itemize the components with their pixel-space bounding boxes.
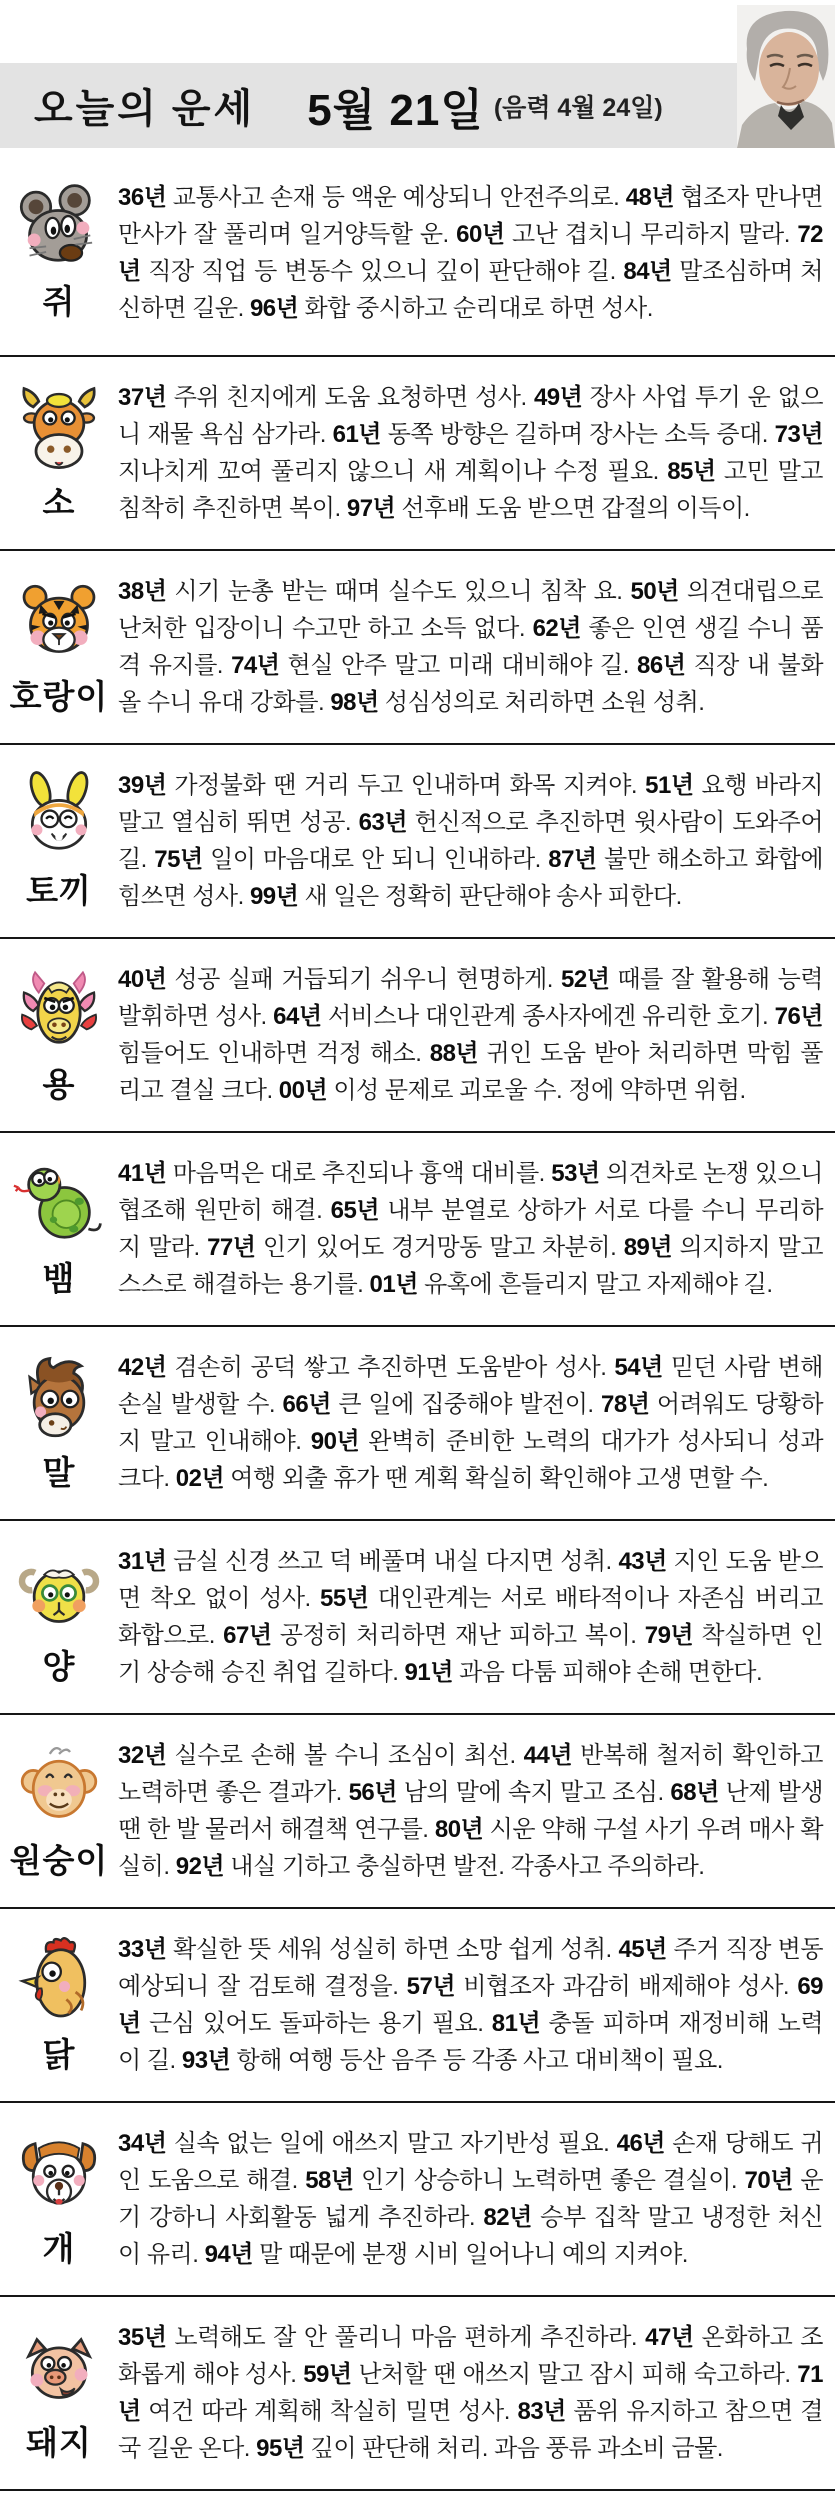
page-title: 오늘의 운세 (34, 86, 256, 131)
animal-label: 돼지 (26, 2423, 92, 2461)
fortune-text: 36년 교통사고 손재 등 액운 예상되니 안전주의로. 48년 협조자 만나면 만사가 잘 풀리며 일거양득할 운. 60년 고난 겹치니 무리하지 말라. 72년 직장 직업 등 변동수 있으니 깊이 판단해야 길. 84년 말조심하며 처신하면 길운. 96년 화합 중시하고 순리대로 하면 성사. (118, 183, 824, 322)
zodiac-section (0, 745, 835, 939)
animal-label: 양 (42, 1647, 76, 1685)
animal-label: 닭 (42, 2035, 76, 2073)
zodiac-section (0, 150, 835, 357)
animal-column (0, 182, 118, 323)
zodiac-section (0, 1909, 835, 2103)
zodiac-section (0, 2297, 835, 2491)
rat-icon (13, 182, 105, 274)
animal-label: 개 (42, 2229, 76, 2267)
fortune-text: 41년 마음먹은 대로 추진되나 흉액 대비를. 53년 의견차로 논쟁 있으니 협조해 원만히 해결. 65년 내부 분열로 상하가 서로 다를 수니 무리하지 말라. 77년 인기 있어도 경거망동 말고 차분히. 89년 의지하지 말고 스스로 해결하는 용기를. 01년 유혹에 흔들리지 말고 자제해야 길. (118, 1160, 824, 1298)
animal-column (0, 2323, 118, 2464)
animal-label: 말 (42, 1453, 76, 1491)
header (0, 0, 835, 150)
dog-icon (13, 2129, 105, 2221)
fortune-text: 42년 겸손히 공덕 쌓고 추진하면 도움받아 성사. 54년 믿던 사람 변해 손실 발생할 수. 66년 큰 일에 집중해야 발전이. 78년 어려워도 당황하지 말고 인내해야. 90년 완벽히 준비한 노력의 대가가 성사되니 성과 크다. 02년 여행 외출 휴가 땐 계획 확실히 확인해야 고생 면할 수. (118, 1354, 824, 1492)
zodiac-section (0, 939, 835, 1133)
pig-icon (13, 2323, 105, 2415)
rabbit-icon (13, 771, 105, 863)
rooster-icon (13, 1935, 105, 2027)
fortune-text: 37년 주위 친지에게 도움 요청하면 성사. 49년 장사 사업 투기 운 없으니 재물 욕심 삼가라. 61년 동쪽 방향은 길하며 장사는 소득 증대. 73년 지나치게 꼬여 풀리지 않으니 새 계획이나 수정 필요. 85년 고민 말고 침착히 추진하면 복이. 97년 선후배 도움 받으면 갑절의 이득이. (118, 384, 824, 522)
animal-label: 뱀 (42, 1259, 76, 1297)
animal-column (0, 771, 118, 912)
fortune-sections (0, 150, 835, 2491)
animal-column (0, 1353, 118, 1494)
animal-label: 원숭이 (9, 1841, 109, 1879)
zodiac-section (0, 1521, 835, 1715)
sheep-icon (13, 1547, 105, 1639)
dragon-icon (13, 965, 105, 1057)
horse-icon (13, 1353, 105, 1445)
animal-label: 소 (42, 483, 76, 521)
zodiac-section (0, 551, 835, 745)
header-bar (0, 63, 835, 148)
animal-label: 용 (42, 1065, 76, 1103)
lunar-date-label: (음력 4월 24일) (493, 93, 663, 122)
monkey-icon (13, 1741, 105, 1833)
ox-icon (13, 383, 105, 475)
tiger-icon (13, 577, 105, 669)
zodiac-section (0, 1133, 835, 1327)
animal-column (0, 1547, 118, 1688)
fortune-text: 35년 노력해도 잘 안 풀리니 마음 편하게 추진하라. 47년 온화하고 조화롭게 해야 성사. 59년 난처할 땐 애쓰지 말고 잠시 피해 숙고하라. 71년 여건 따라 계획해 착실히 밀면 성사. 83년 품위 유지하고 참으면 결국 길운 온다. 95년 깊이 판단해 처리. 과음 풍류 과소비 금물. (118, 2324, 823, 2462)
animal-column (0, 1159, 118, 1300)
animal-label: 호랑이 (9, 677, 109, 715)
zodiac-section (0, 2103, 835, 2297)
animal-column (0, 577, 118, 718)
fortune-teller-photo (737, 5, 835, 148)
animal-column (0, 1935, 118, 2076)
animal-column (0, 383, 118, 524)
animal-label: 토끼 (26, 871, 92, 909)
fortune-text: 34년 실속 없는 일에 애쓰지 말고 자기반성 필요. 46년 손재 당해도 귀인 도움으로 해결. 58년 인기 상승하니 노력하면 좋은 결실이. 70년 운기 강하니 사회활동 넓게 추진하라. 82년 승부 집착 말고 냉정한 처신이 유리. 94년 말 때문에 분쟁 시비 일어나니 예의 지켜야. (118, 2130, 824, 2268)
fortune-text: 33년 확실한 뜻 세워 성실히 하면 소망 쉽게 성취. 45년 주거 직장 변동 예상되니 잘 검토해 결정을. 57년 비협조자 과감히 배제해야 성사. 69년 근심 있어도 돌파하는 용기 필요. 81년 충돌 피하며 재정비해 노력이 길. 93년 항해 여행 등산 음주 등 각종 사고 대비책이 필요. (118, 1936, 824, 2074)
snake-icon (13, 1159, 105, 1251)
fortune-text: 39년 가정불화 땐 거리 두고 인내하며 화목 지켜야. 51년 요행 바라지 말고 열심히 뛰면 성공. 63년 헌신적으로 추진하면 윗사람이 도와주어 길. 75년 일이 마음대로 안 되니 인내하라. 87년 불만 해소하고 화합에 힘쓰면 성사. 99년 새 일은 정확히 판단해야 송사 피한다. (118, 772, 824, 910)
animal-column (0, 965, 118, 1106)
fortune-text: 38년 시기 눈총 받는 때며 실수도 있으니 침착 요. 50년 의견대립으로 난처한 입장이니 수고만 하고 소득 없다. 62년 좋은 인연 생길 수니 품격 유지를. 74년 현실 안주 말고 미래 대비해야 길. 86년 직장 내 불화 올 수니 유대 강화를. 98년 성심성의로 처리하면 소원 성취. (118, 578, 824, 716)
zodiac-section (0, 1327, 835, 1521)
zodiac-section (0, 357, 835, 551)
zodiac-section (0, 1715, 835, 1909)
fortune-text: 31년 금실 신경 쓰고 덕 베풀며 내실 다지면 성취. 43년 지인 도움 받으면 착오 없이 성사. 55년 대인관계는 서로 배타적이나 자존심 버리고 화합으로. 67년 공정히 처리하면 재난 피하고 복이. 79년 착실하면 인기 상승해 승진 취업 길하다. 91년 과음 다툼 피해야 손해 면한다. (118, 1548, 824, 1686)
animal-column (0, 1741, 118, 1882)
fortune-text: 40년 성공 실패 거듭되기 쉬우니 현명하게. 52년 때를 잘 활용해 능력 발휘하면 성사. 64년 서비스나 대인관계 종사자에겐 유리한 호기. 76년 힘들어도 인내하면 걱정 해소. 88년 귀인 도움 받아 처리하면 막힘 풀리고 결실 크다. 00년 이성 문제로 괴로울 수. 정에 약하면 위험. (118, 966, 823, 1104)
animal-label: 쥐 (42, 283, 76, 320)
fortune-text: 32년 실수로 손해 볼 수니 조심이 최선. 44년 반복해 철저히 확인하고 노력하면 좋은 결과가. 56년 남의 말에 속지 말고 조심. 68년 난제 발생 땐 한 발 물러서 해결책 연구를. 80년 시운 약해 구설 사기 우려 매사 확실히. 92년 내실 기하고 충실하면 발전. 각종사고 주의하라. (118, 1742, 824, 1880)
date-label: 5월 21일 (307, 85, 484, 135)
animal-column (0, 2129, 118, 2270)
